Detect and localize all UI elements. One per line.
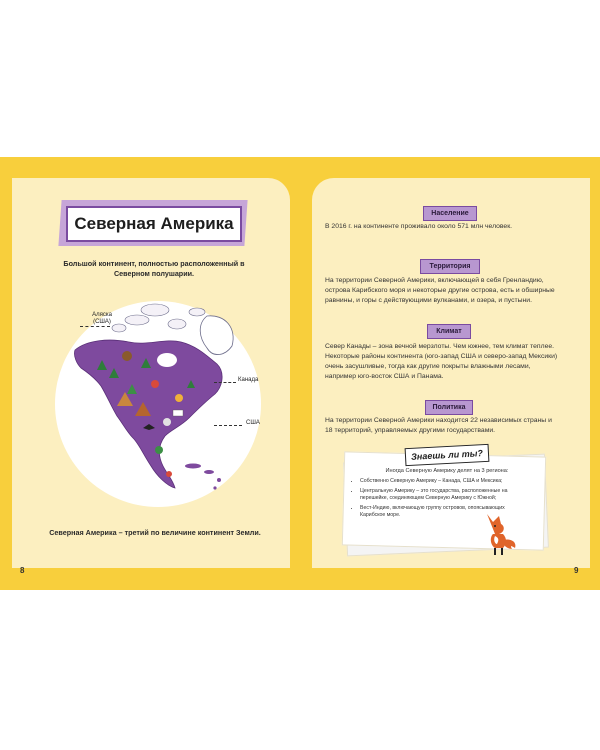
canada-leader-line [214,382,236,383]
map-label-alaska: Аляска (США) [92,312,112,326]
list-item: • Центральную Америку – это государства, расположенные на перешейке, соединяющем Северную Америку с Южной; [360,488,510,502]
usa-leader-line [214,425,242,426]
page-number-left: 8 [20,566,25,575]
section-text-politics: На территории Северной Америки находится 22 независимых страны и 18 территорий, управляемых другими государствами. [325,417,552,434]
page-title: Северная Америка [74,214,234,233]
section-heading-climate: Климат [427,324,471,339]
did-you-know-heading: Знаешь ли ты? [405,444,490,466]
list-item: • Собственно Северную Америку – Канада, США и Мексика; [360,478,510,485]
list-item: • Вест-Индию, включающую группу островов, опоясывающих Карибское море. [360,505,510,519]
title-banner [60,200,246,246]
section-heading-territory: Территория [420,259,480,274]
did-you-know-intro: Иногда Северную Америку делят на 3 региона: [385,468,509,474]
section-text-territory: На территории Северной Америки, включающей в себя Гренландию, острова Карибского моря и некоторые другие острова, есть и обширные равнины, и горы с действующими вулканами, и озера, и пустыни. [325,277,555,304]
section-text-population: В 2016 г. на континенте проживало около 571 млн человек. [325,223,513,230]
section-heading-population: Население [423,206,477,221]
page-number-right: 9 [574,566,579,575]
fox-illustration-icon [481,510,521,556]
map-label-canada: Канада [238,377,259,383]
section-heading-politics: Политика [425,400,473,415]
continent-caption: Северная Америка – третий по величине континент Земли. [49,528,261,537]
intro-text: Большой континент, полностью расположенный в Северном полушарии. [63,259,245,279]
section-text-climate: Север Канады – зона вечной мерзлоты. Чем южнее, тем климат теплее. Некоторые районы континента (юго-запад США и северо-запад Мексики) очень засушливые, тогда как другие покрыты влажными лесами, например юго-восток США и Панама. [325,343,558,380]
north-america-map [47,298,269,510]
map-label-usa: США [246,420,260,426]
